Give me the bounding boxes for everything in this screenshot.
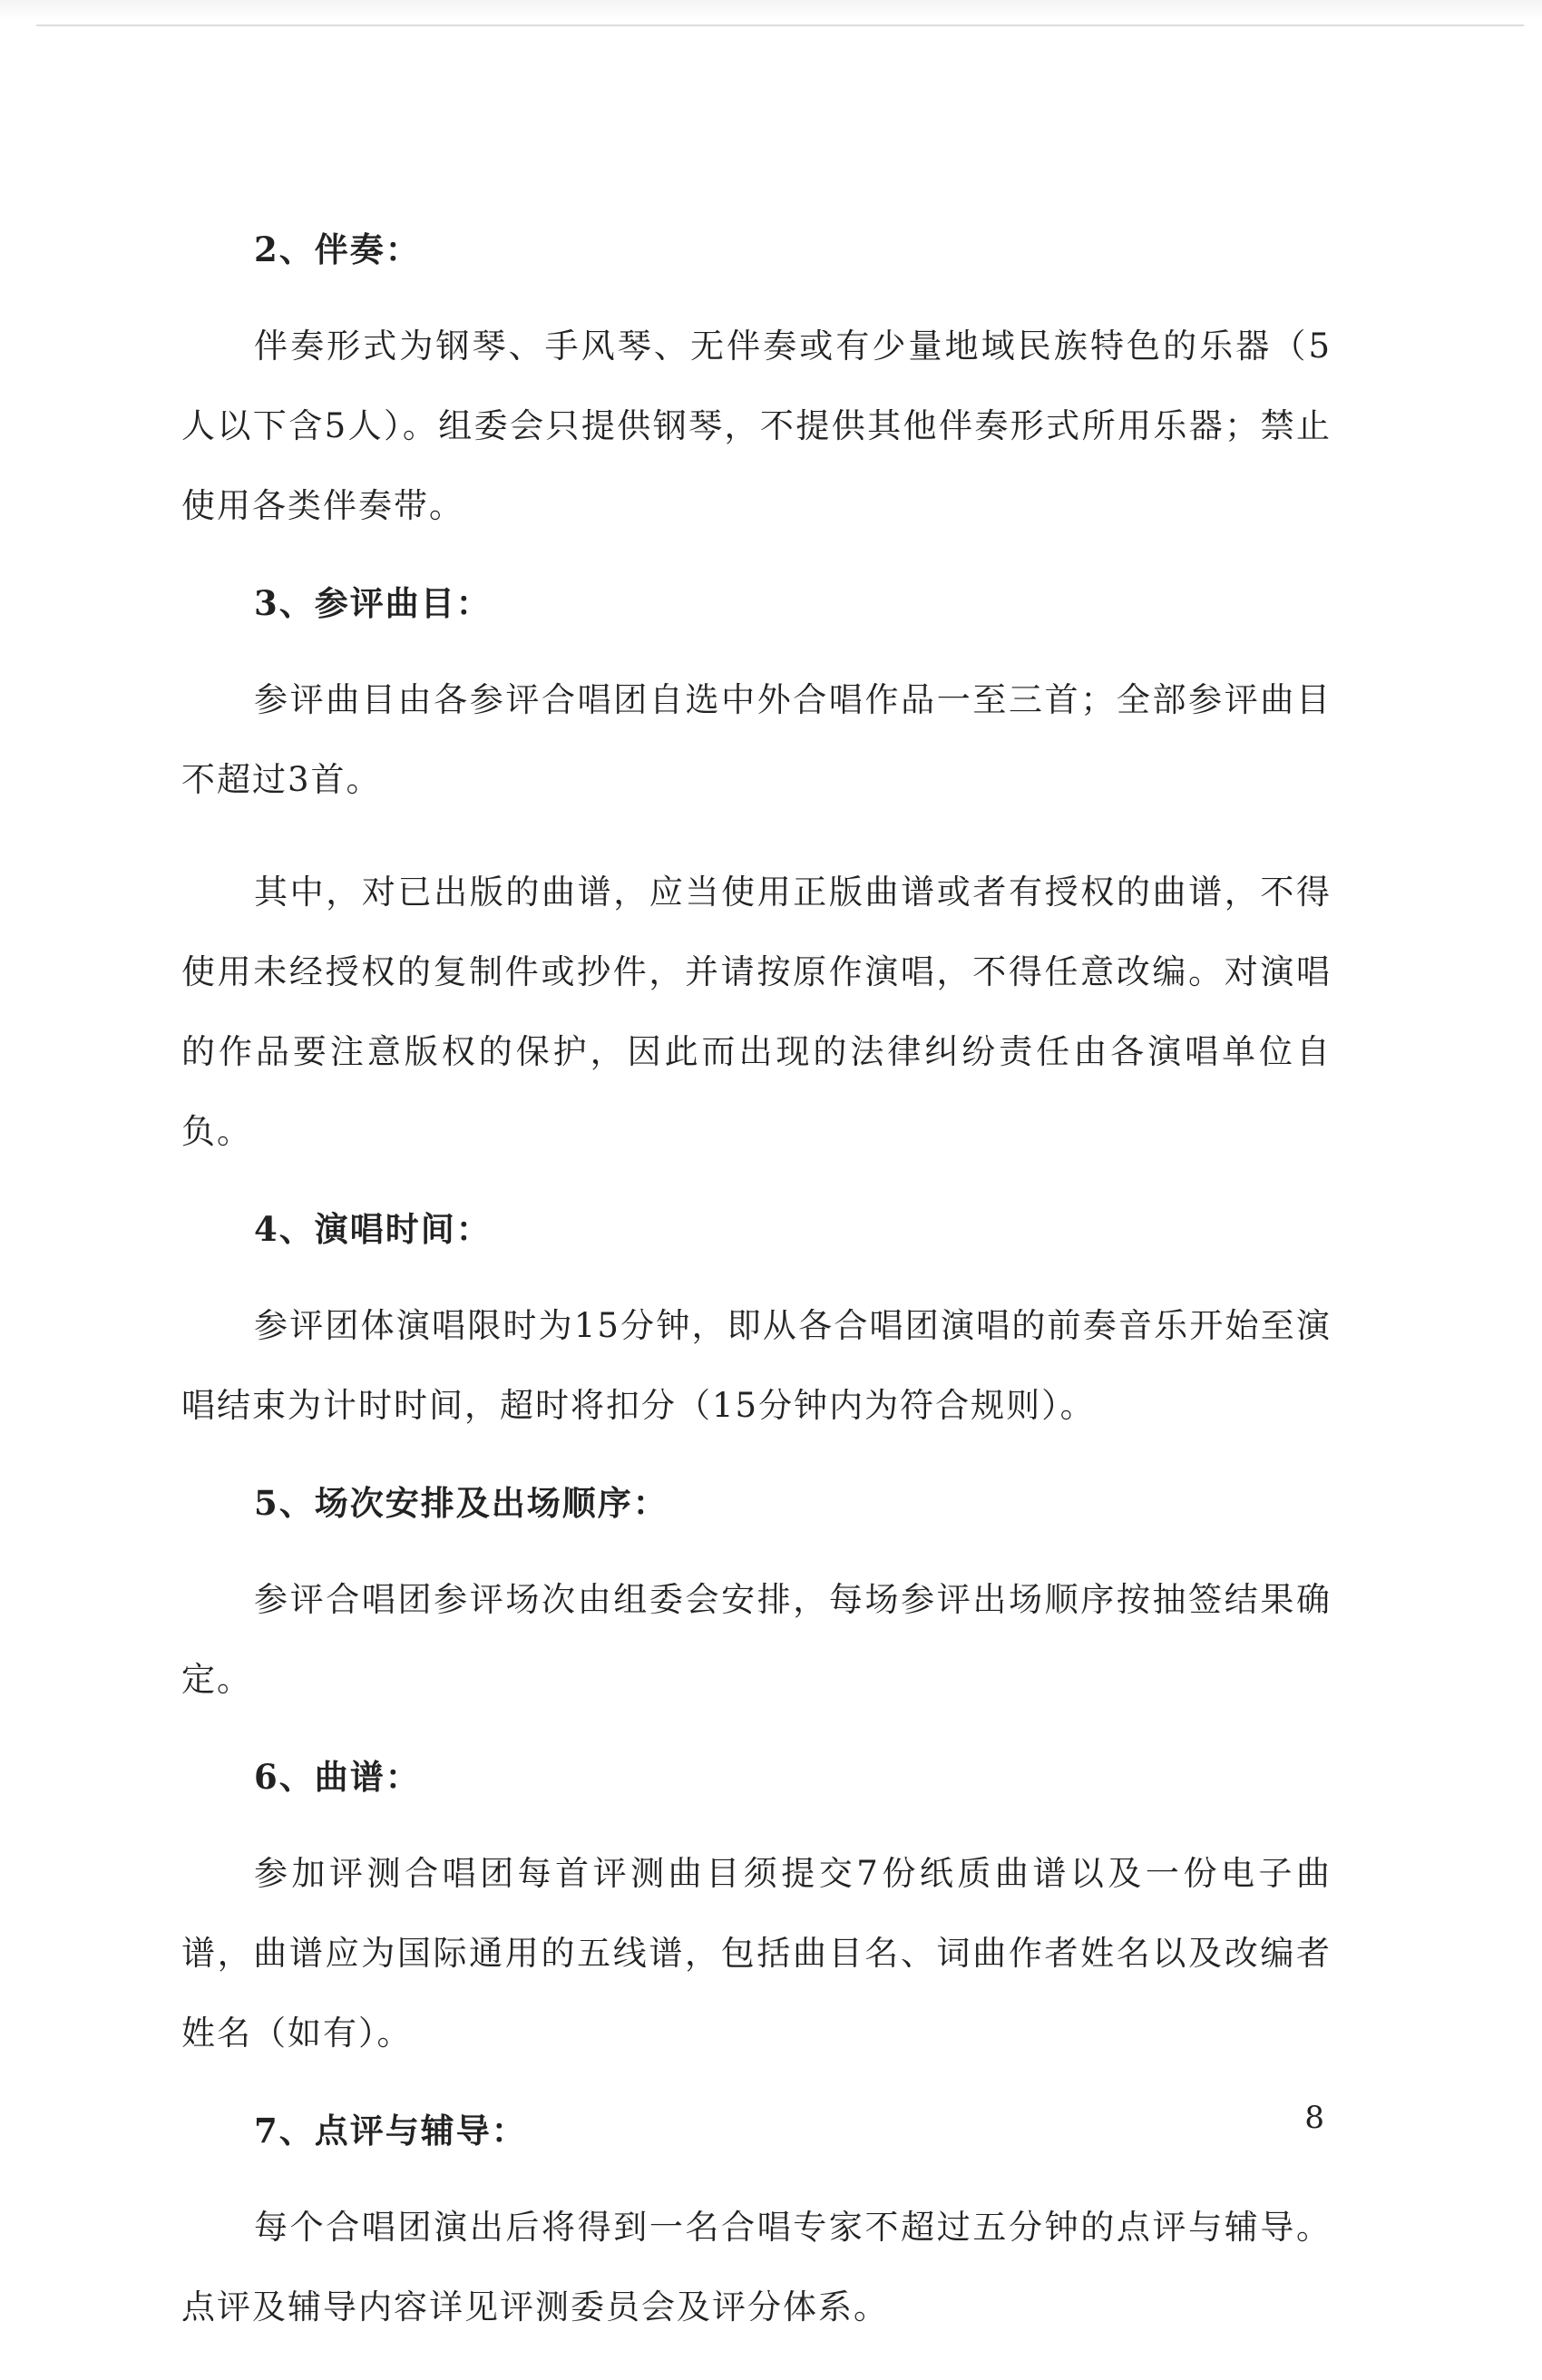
paragraph-review: 每个合唱团演出后将得到一名合唱专家不超过五分钟的点评与辅导。点评及辅导内容详见评测委员会及评分体系。: [181, 2208, 1332, 2326]
document-body: [181, 225, 1332, 2380]
paragraph-performance-time: 参评团体演唱限时为15分钟，即从各合唱团演唱的前奏音乐开始至演唱结束为计时时间，超时将扣分（15分钟内为符合规则）。: [181, 1306, 1332, 1425]
paragraph-copyright: 其中，对已出版的曲谱，应当使用正版曲谱或者有授权的曲谱，不得使用未经授权的复制件或抄件，并请按原作演唱，不得任意改编。对演唱的作品要注意版权的保护，因此而出现的法律纠纷责任由各演唱单位自负。: [181, 873, 1332, 1151]
section-heading-review: 7、点评与辅导：: [254, 2111, 527, 2151]
section-heading-schedule: 5、场次安排及出场顺序：: [254, 1483, 669, 1523]
section-heading-repertoire: 3、参评曲目：: [254, 583, 492, 623]
section-heading-accompaniment: 2、伴奏：: [254, 229, 421, 269]
paragraph-accompaniment: 伴奏形式为钢琴、手风琴、无伴奏或有少量地域民族特色的乐器（5人以下含5人）。组委会只提供钢琴，不提供其他伴奏形式所用乐器；禁止使用各类伴奏带。: [181, 327, 1332, 525]
top-rule: [36, 24, 1524, 26]
paragraph-scores: 参加评测合唱团每首评测曲目须提交7份纸质曲谱以及一份电子曲谱，曲谱应为国际通用的五线谱，包括曲目名、词曲作者姓名以及改编者姓名（如有）。: [181, 1854, 1332, 2053]
section-heading-scores: 6、曲谱：: [254, 1757, 421, 1797]
paragraph-schedule: 参评合唱团参评场次由组委会安排，每场参评出场顺序按抽签结果确定。: [181, 1580, 1332, 1699]
section-heading-performance-time: 4、演唱时间：: [254, 1209, 492, 1249]
scan-edge: [0, 0, 1542, 20]
page-number: 8: [1304, 2100, 1324, 2136]
paragraph-repertoire: 参评曲目由各参评合唱团自选中外合唱作品一至三首；全部参评曲目不超过3首。: [181, 680, 1332, 799]
